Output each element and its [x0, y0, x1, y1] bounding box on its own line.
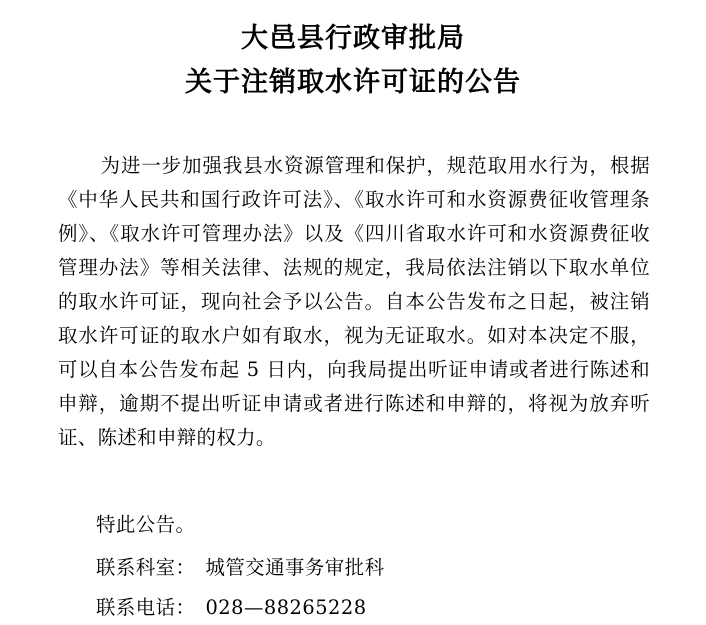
document-title-subject: 关于注销取水许可证的公告: [185, 67, 521, 98]
contact-phone-value: 028—88265228: [205, 596, 367, 619]
contact-department: [96, 551, 384, 585]
closing-notice: 特此公告。: [96, 513, 196, 536]
contact-phone: [96, 591, 367, 625]
contact-department-label: 联系科室：: [96, 556, 196, 579]
document-title-issuer: 大邑县行政审批局: [241, 23, 465, 54]
contact-phone-label: 联系电话：: [96, 596, 196, 619]
contact-department-value: 城管交通事务审批科: [205, 556, 385, 579]
announcement-body-paragraph: 为进一步加强我县水资源管理和保护，规范取用水行为，根据《中华人民共和国行政许可法》、《取水许可和水资源费征收管理条例》、《取水许可管理办法》以及《四川省取水许可和水资源费征收管理办法》等相关法律、法规的规定，我局依法注销以下取水单位的取水许可证，现向社会予以公告。自本公告发布之日起，被注销取水许可证的取水户如有取水，视为无证取水。如对本决定不服，可以自本公告发布起 5 日内，向我局提出听证申请或者进行陈述和申辩，逾期不提出听证申请或者进行陈述和申辩的，将视为放弃听证、陈述和申辩的权力。: [58, 154, 650, 449]
